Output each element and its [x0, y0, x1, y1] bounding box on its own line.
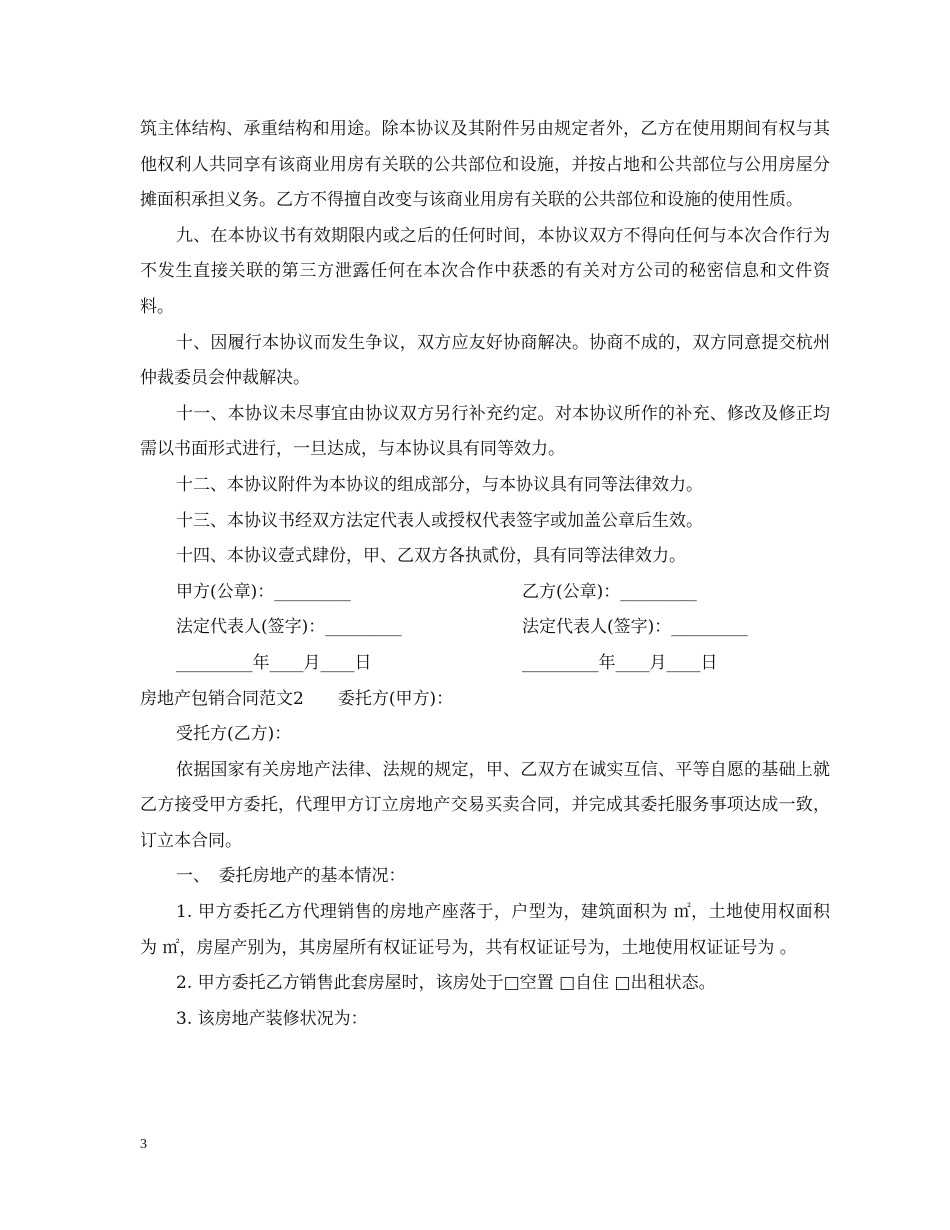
clause-11: 十一、本协议未尽事宜由协议双方另行补充约定。对本协议所作的补充、修改及修正均需以书面形式进行，一旦达成，与本协议具有同等效力。	[140, 403, 830, 460]
signature-seal-row	[140, 575, 830, 611]
party-a-date-line: _________年____月____日	[176, 652, 372, 673]
clause-13: 十三、本协议书经双方法定代表人或授权代表签字或加盖公章后生效。	[176, 510, 703, 531]
contract2-title-line: 房地产包销合同范文2 委托方(甲方)：	[140, 688, 454, 709]
signature-rep-row	[140, 610, 830, 646]
party-a-rep-line: 法定代表人(签字)：_________	[176, 617, 402, 638]
clause-10: 十、因履行本协议而发生争议，双方应友好协商解决。协商不成的，双方同意提交杭州仲裁委员会仲裁解决。	[140, 332, 830, 389]
section1-item-1: 1. 甲方委托乙方代理销售的房地产座落于，户型为，建筑面积为 ㎡，土地使用权面积为 ㎡，房屋产别为，其房屋所有权证证号为，共有权证证号为，土地使用权证证号为 。	[140, 902, 830, 958]
section1-item-2: 2. 甲方委托乙方销售此套房屋时，该房处于□空置 □自住 □出租状态。	[176, 973, 716, 994]
party-b-seal-line: 乙方(公章)：_________	[522, 581, 697, 602]
document-body	[140, 112, 830, 1037]
party-a-seal-line: 甲方(公章)：_________	[176, 581, 351, 602]
clause-12: 十二、本协议附件为本协议的组成部分，与本协议具有同等法律效力。	[176, 474, 703, 495]
contract2-intro: 依据国家有关房地产法律、法规的规定，甲、乙双方在诚实互信、平等自愿的基础上就乙方接受甲方委托，代理甲方订立房地产交易买卖合同，并完成其委托服务事项达成一致，订立本合同。	[140, 759, 830, 851]
section1-item-3: 3. 该房地产装修状况为：	[176, 1008, 368, 1029]
signature-date-row	[140, 646, 830, 682]
trustee-line: 受托方(乙方)：	[176, 724, 292, 745]
party-b-date-line: _________年____月____日	[522, 652, 718, 673]
section1-heading: 一、 委托房地产的基本情况：	[176, 866, 406, 887]
clause-9: 九、在本协议书有效期限内或之后的任何时间，本协议双方不得向任何与本次合作行为不发生直接关联的第三方泄露任何在本次合作中获悉的有关对方公司的秘密信息和文件资料。	[140, 225, 830, 317]
clause-14: 十四、本协议壹式肆份，甲、乙双方各执贰份，具有同等法律效力。	[176, 546, 686, 567]
page-number: 3	[140, 1137, 147, 1152]
paragraph-continuation: 筑主体结构、承重结构和用途。除本协议及其附件另由规定者外，乙方在使用期间有权与其他权利人共同享有该商业用房有关联的公共部位和设施，并按占地和公共部位与公用房屋分摊面积承担义务。乙方不得擅自改变与该商业用房有关联的公共部位和设施的使用性质。	[140, 119, 830, 211]
party-b-rep-line: 法定代表人(签字)：_________	[522, 617, 748, 638]
